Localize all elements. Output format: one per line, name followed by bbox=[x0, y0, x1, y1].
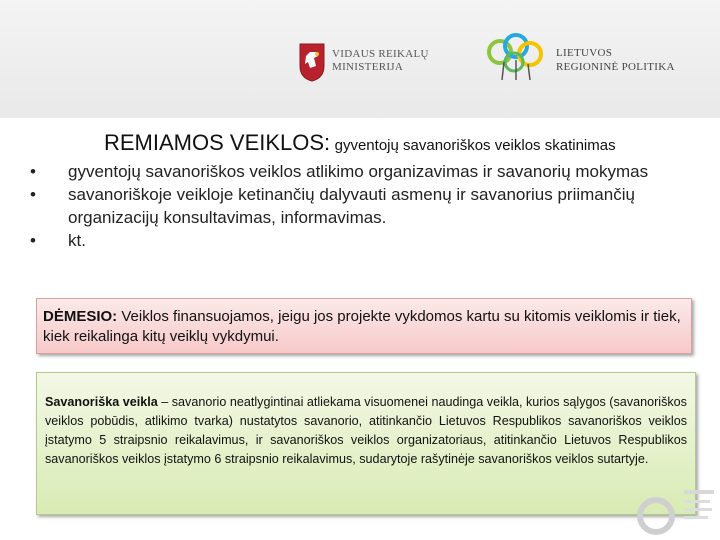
header-band bbox=[0, 0, 720, 118]
ministry-logo bbox=[298, 42, 468, 86]
attention-text: Veiklos finansuojamos, jeigu jos projekte vykdomos kartu su kitomis veiklomis ir tiek, kiek reikalinga kitų veiklų vykdymui. bbox=[43, 308, 681, 345]
attention-label: DĖMESIO: bbox=[43, 308, 118, 325]
bullet-text: kt. bbox=[68, 231, 86, 250]
bullet-text: gyventojų savanoriškos veiklos atlikimo organizavimas ir savanorių mokymas bbox=[68, 162, 649, 181]
regional-name-line2: REGIONINĖ POLITIKA bbox=[556, 61, 675, 73]
regional-name-line1: LIETUVOS bbox=[556, 47, 613, 59]
attention-box bbox=[36, 298, 692, 354]
activity-bullet-list bbox=[30, 160, 680, 252]
slide-title bbox=[104, 130, 616, 156]
coat-of-arms-icon bbox=[298, 42, 326, 82]
ministry-name-line2: MINISTERIJA bbox=[332, 61, 404, 73]
list-item bbox=[30, 160, 680, 183]
bullet-icon: • bbox=[30, 185, 36, 204]
title-sub: gyventojų savanoriškos veiklos skatinimas bbox=[334, 137, 616, 154]
definition-box bbox=[36, 372, 696, 515]
list-item bbox=[30, 229, 680, 252]
definition-term: Savanoriška veikla bbox=[45, 395, 158, 409]
ministry-name-line1: VIDAUS REIKALŲ bbox=[332, 48, 429, 60]
regional-circles-icon bbox=[486, 32, 546, 82]
list-item bbox=[30, 183, 680, 229]
definition-text: – savanorio neatlygintinai atliekama visuomenei naudinga veikla, kurios sąlygos (savanoriškos veiklos pobūdis, atlikimo tvarka) nustatytos savanorio, atitinkančio Lietuvos Respublikos savanoriškos veiklos įstatymo 5 straipsnio reikalavimus, ir savanoriškos veiklos organizatoriaus, atitinkančio Lietuvos Respublikos savanoriškos veiklos įstatymo 6 straipsnio reikalavimus, sudarytoje rašytinėje savanoriškos veiklos sutartyje. bbox=[45, 395, 687, 466]
title-main: REMIAMOS VEIKLOS: bbox=[104, 130, 331, 155]
bullet-icon: • bbox=[30, 162, 36, 181]
regional-policy-logo bbox=[486, 32, 686, 84]
bullet-text: savanoriškoje veikloje ketinančių dalyvauti asmenų ir savanorius priimančių organizacijų konsultavimas, informavimas. bbox=[68, 185, 635, 227]
bullet-icon: • bbox=[30, 231, 36, 250]
footer-emblem-icon bbox=[626, 484, 720, 540]
